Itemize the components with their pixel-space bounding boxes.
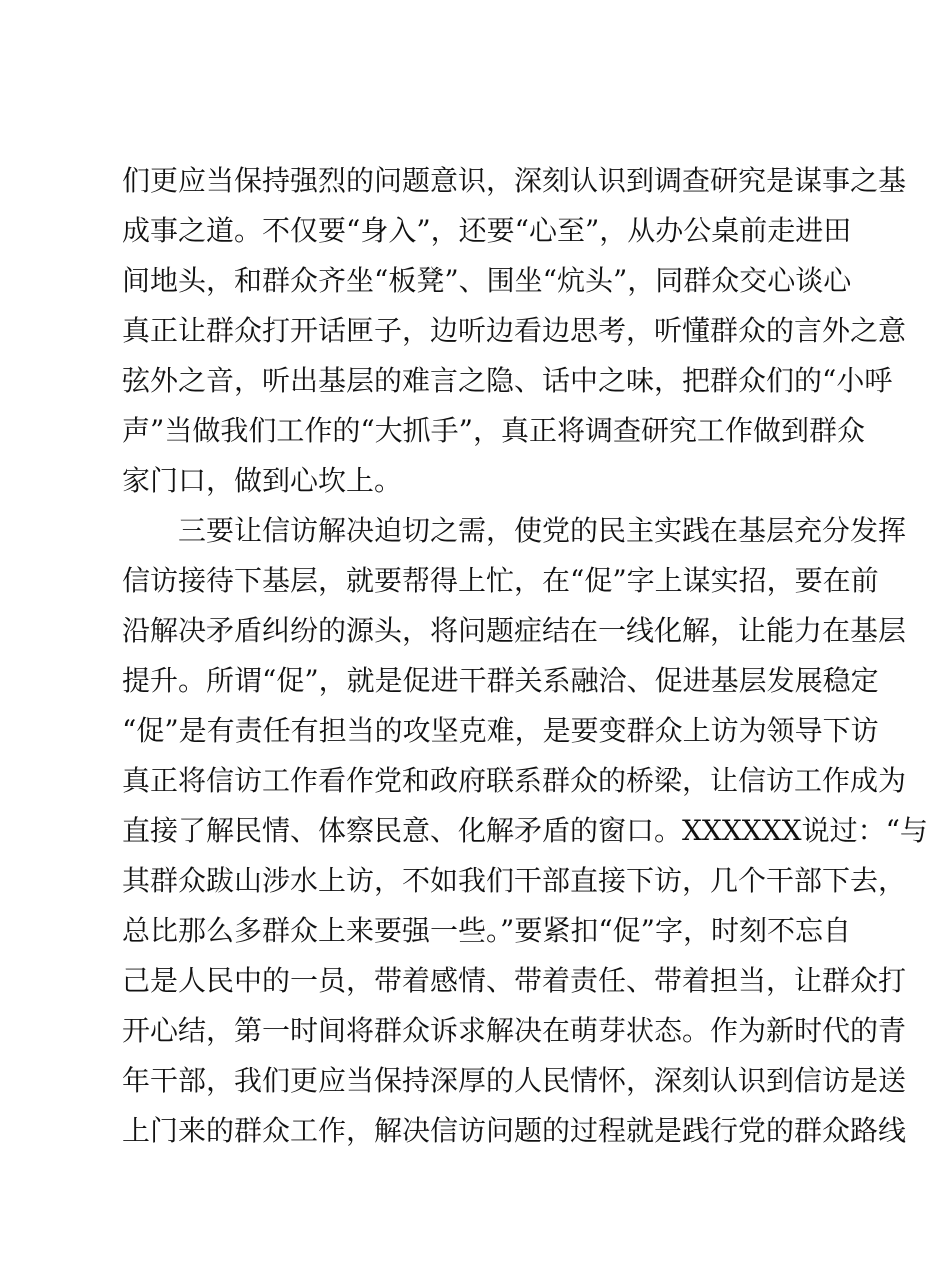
paragraph-line: 提升。所谓“促”，就是促进干群关系融洽、促进基层发展稳定 [122,664,879,697]
paragraph-line: 真正让群众打开话匣子，边听边看边思考，听懂群众的言外之意 [122,314,907,347]
body-text [122,156,928,1156]
paragraph-first-line: 三要让信访解决迫切之需，使党的民主实践在基层充分发挥 [178,514,907,547]
paragraph-line: 声”当做我们工作的“大抓手”，真正将调查研究工作做到群众 [122,414,865,447]
paragraph-line: 己是人民中的一员，带着感情、带着责任、带着担当，让群众打 [122,964,907,997]
paragraph-line: 家门口，做到心坎上。 [122,464,403,497]
paragraph-line: 总比那么多群众上来要强一些。”要紧扣“促”字，时刻不忘自 [122,914,851,947]
paragraph-line: 真正将信访工作看作党和政府联系群众的桥梁，让信访工作成为 [122,764,907,797]
paragraph-line: 上门来的群众工作，解决信访问题的过程就是践行党的群众路线 [122,1114,907,1147]
paragraph-line: 开心结，第一时间将群众诉求解决在萌芽状态。作为新时代的青 [122,1014,907,1047]
paragraph-line: 间地头，和群众齐坐“板凳”、围坐“炕头”，同群众交心谈心 [122,264,852,297]
paragraph-line: 其群众跋山涉水上访，不如我们干部直接下访，几个干部下去， [122,864,907,897]
paragraph-line: 信访接待下基层，就要帮得上忙，在“促”字上谋实招，要在前 [122,564,879,597]
paragraph-line: 直接了解民情、体察民意、化解矛盾的窗口。XXXXXX说过：“与 [122,814,928,847]
paragraph-line: “促”是有责任有担当的攻坚克难，是要变群众上访为领导下访 [122,714,879,747]
paragraph-line: 成事之道。不仅要“身入”，还要“心至”，从办公桌前走进田 [122,214,852,247]
paragraph-line: 年干部，我们更应当保持深厚的人民情怀，深刻认识到信访是送 [122,1064,907,1097]
paragraph-line: 弦外之音，听出基层的难言之隐、话中之味，把群众们的“小呼 [122,364,893,397]
paragraph-line: 们更应当保持强烈的问题意识，深刻认识到调查研究是谋事之基 [122,164,907,197]
paragraph-line: 沿解决矛盾纠纷的源头，将问题症结在一线化解，让能力在基层 [122,614,907,647]
